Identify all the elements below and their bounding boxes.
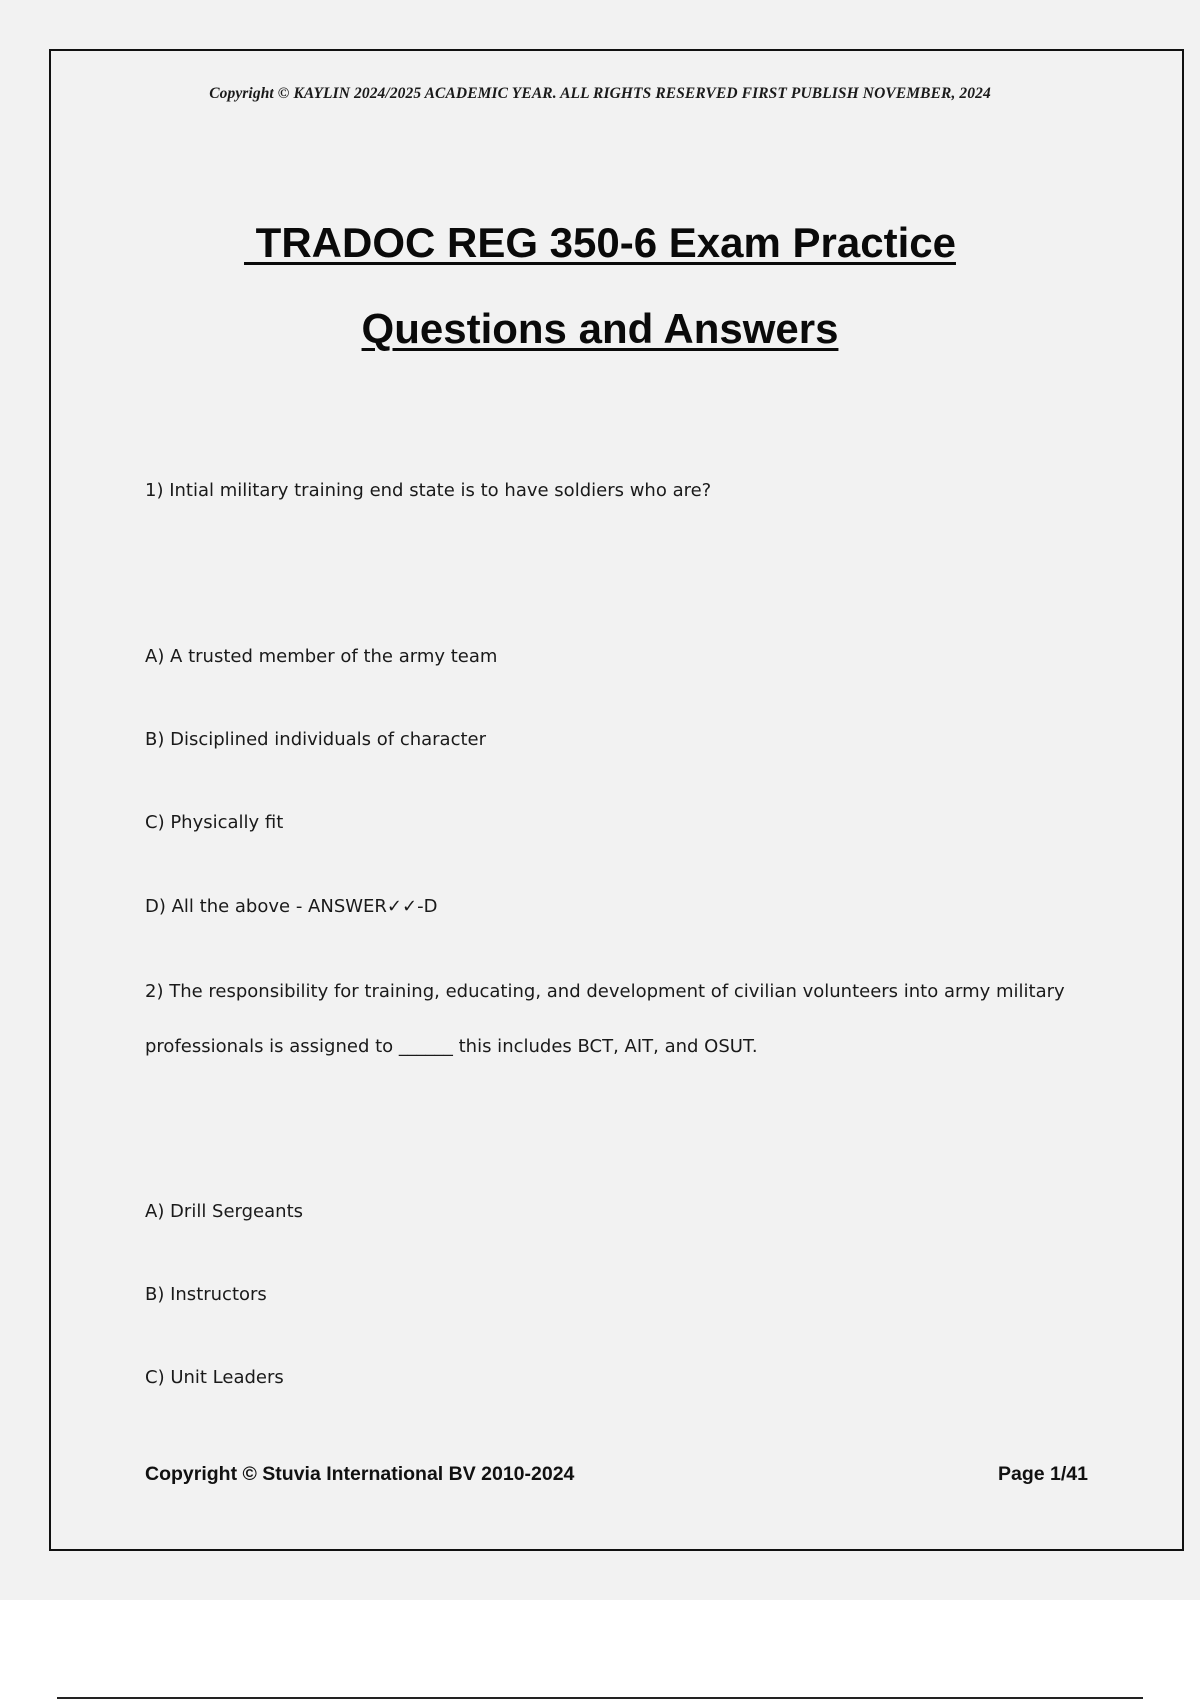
document-title-line-1 bbox=[0, 219, 1200, 266]
question-2-option-c: C) Unit Leaders bbox=[145, 1367, 284, 1388]
question-2-line-2: professionals is assigned to ______ this includes BCT, AIT, and OSUT. bbox=[145, 1036, 758, 1057]
question-1-option-b: B) Disciplined individuals of character bbox=[145, 729, 487, 750]
page-border bbox=[49, 49, 1184, 1551]
page-number: Page 1/41 bbox=[998, 1463, 1088, 1485]
question-1-option-a: A) A trusted member of the army team bbox=[145, 646, 498, 667]
footer-copyright: Copyright © Stuvia International BV 2010-2024 bbox=[145, 1463, 575, 1485]
question-2-option-b: B) Instructors bbox=[145, 1284, 267, 1305]
question-1-option-d-answer: D) All the above - ANSWER✓✓-D bbox=[145, 896, 438, 917]
document-title-line-1-text: TRADOC REG 350-6 Exam Practice bbox=[244, 219, 956, 266]
document-title-line-2 bbox=[0, 305, 1200, 352]
bottom-divider bbox=[57, 1697, 1143, 1699]
question-2-option-a: A) Drill Sergeants bbox=[145, 1201, 304, 1222]
document-title-line-2-text: Questions and Answers bbox=[361, 305, 839, 352]
question-2-line-1: 2) The responsibility for training, educating, and development of civilian volunteers into army military bbox=[145, 981, 1065, 1002]
header-copyright: Copyright © KAYLIN 2024/2025 ACADEMIC YEAR. ALL RIGHTS RESERVED FIRST PUBLISH NOVEMBER, 2024 bbox=[209, 85, 991, 102]
question-1-option-c: C) Physically fit bbox=[145, 812, 284, 833]
question-1: 1) Intial military training end state is to have soldiers who are? bbox=[145, 480, 712, 501]
